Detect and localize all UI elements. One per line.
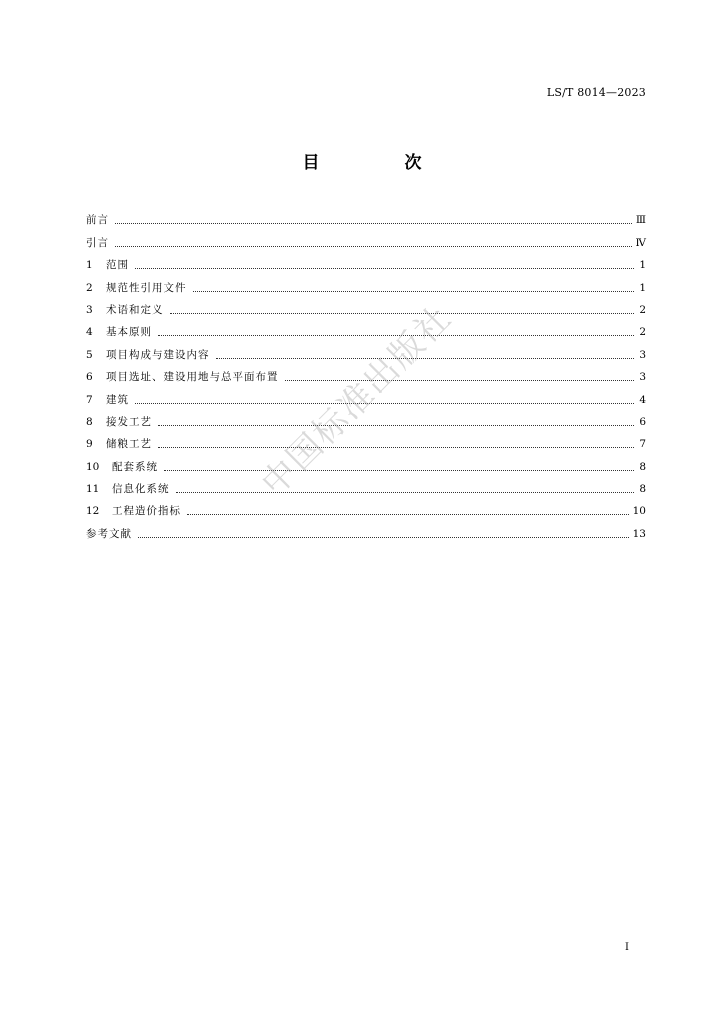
toc-entry-page: 2 [639,326,646,339]
toc-entry-number: 7 [86,393,93,406]
toc-entry-label: 前言 [86,214,109,227]
toc-entry-label: 工程造价指标 [112,505,181,518]
toc-entry[interactable] [86,362,646,384]
toc-entry-number: 9 [86,438,93,451]
toc-leader-dots [193,290,635,292]
toc-entry[interactable] [86,250,646,272]
toc-entry-label: 引言 [86,236,109,249]
toc-entry-page: 6 [639,415,646,428]
watermark: 中国标准出版社 [253,297,461,504]
toc-entry-page: 3 [639,348,646,361]
toc-entry-page: 1 [639,281,646,294]
toc-entry-number: 2 [86,281,93,294]
toc-entry[interactable] [86,295,646,317]
toc-leader-dots [138,536,629,538]
toc-entry-page: 13 [632,527,646,540]
toc-entry[interactable] [86,518,646,540]
toc-entry-number: 4 [86,326,93,339]
toc-leader-dots [164,469,634,471]
table-of-contents [86,205,646,541]
toc-entry-number: 3 [86,303,93,316]
toc-entry-page: 8 [639,460,646,473]
toc-entry-label: 术语和定义 [106,303,164,316]
toc-leader-dots [285,379,635,381]
toc-entry-label: 储粮工艺 [106,438,152,451]
toc-leader-dots [216,357,635,359]
toc-entry[interactable] [86,429,646,451]
toc-entry-number: 8 [86,415,93,428]
toc-entry[interactable] [86,205,646,227]
toc-entry-number: 1 [86,259,93,272]
toc-entry-page: 1 [639,259,646,272]
toc-entry-label: 项目构成与建设内容 [106,348,210,361]
toc-leader-dots [115,245,632,247]
toc-entry-number: 12 [86,505,100,518]
toc-leader-dots [135,402,634,404]
toc-leader-dots [135,267,634,269]
toc-leader-dots [170,312,635,314]
toc-entry[interactable] [86,272,646,294]
toc-entry-number: 5 [86,348,93,361]
toc-entry[interactable] [86,474,646,496]
toc-leader-dots [158,446,634,448]
toc-entry-page: 4 [639,393,646,406]
toc-entry-number: 6 [86,371,93,384]
page-title: 目 次 [302,153,456,173]
toc-leader-dots [158,334,634,336]
toc-entry-page: Ⅳ [635,236,646,249]
toc-entry-page: 8 [639,483,646,496]
standard-code: LS/T 8014—2023 [546,86,646,99]
toc-leader-dots [176,491,635,493]
toc-entry[interactable] [86,227,646,249]
toc-entry-number: 10 [86,460,100,473]
toc-entry-label: 范围 [106,259,129,272]
toc-entry-number: 11 [86,483,100,496]
toc-entry[interactable] [86,451,646,473]
toc-entry-label: 项目选址、建设用地与总平面布置 [106,371,279,384]
toc-entry-label: 接发工艺 [106,415,152,428]
toc-entry-label: 参考文献 [86,527,132,540]
toc-entry-label: 建筑 [106,393,129,406]
toc-entry-page: 7 [639,438,646,451]
toc-leader-dots [187,513,629,515]
toc-entry-page: 3 [639,371,646,384]
toc-entry[interactable] [86,317,646,339]
toc-entry[interactable] [86,384,646,406]
toc-entry-page: 2 [639,303,646,316]
toc-entry-label: 规范性引用文件 [106,281,187,294]
toc-leader-dots [158,424,634,426]
toc-entry-page: 10 [632,505,646,518]
toc-leader-dots [115,222,632,224]
toc-entry-page: Ⅲ [635,214,646,227]
toc-entry-label: 基本原则 [106,326,152,339]
toc-entry[interactable] [86,339,646,361]
toc-entry-label: 信息化系统 [112,483,170,496]
toc-entry[interactable] [86,407,646,429]
toc-entry[interactable] [86,496,646,518]
page-number: I [625,942,629,953]
toc-entry-label: 配套系统 [112,460,158,473]
